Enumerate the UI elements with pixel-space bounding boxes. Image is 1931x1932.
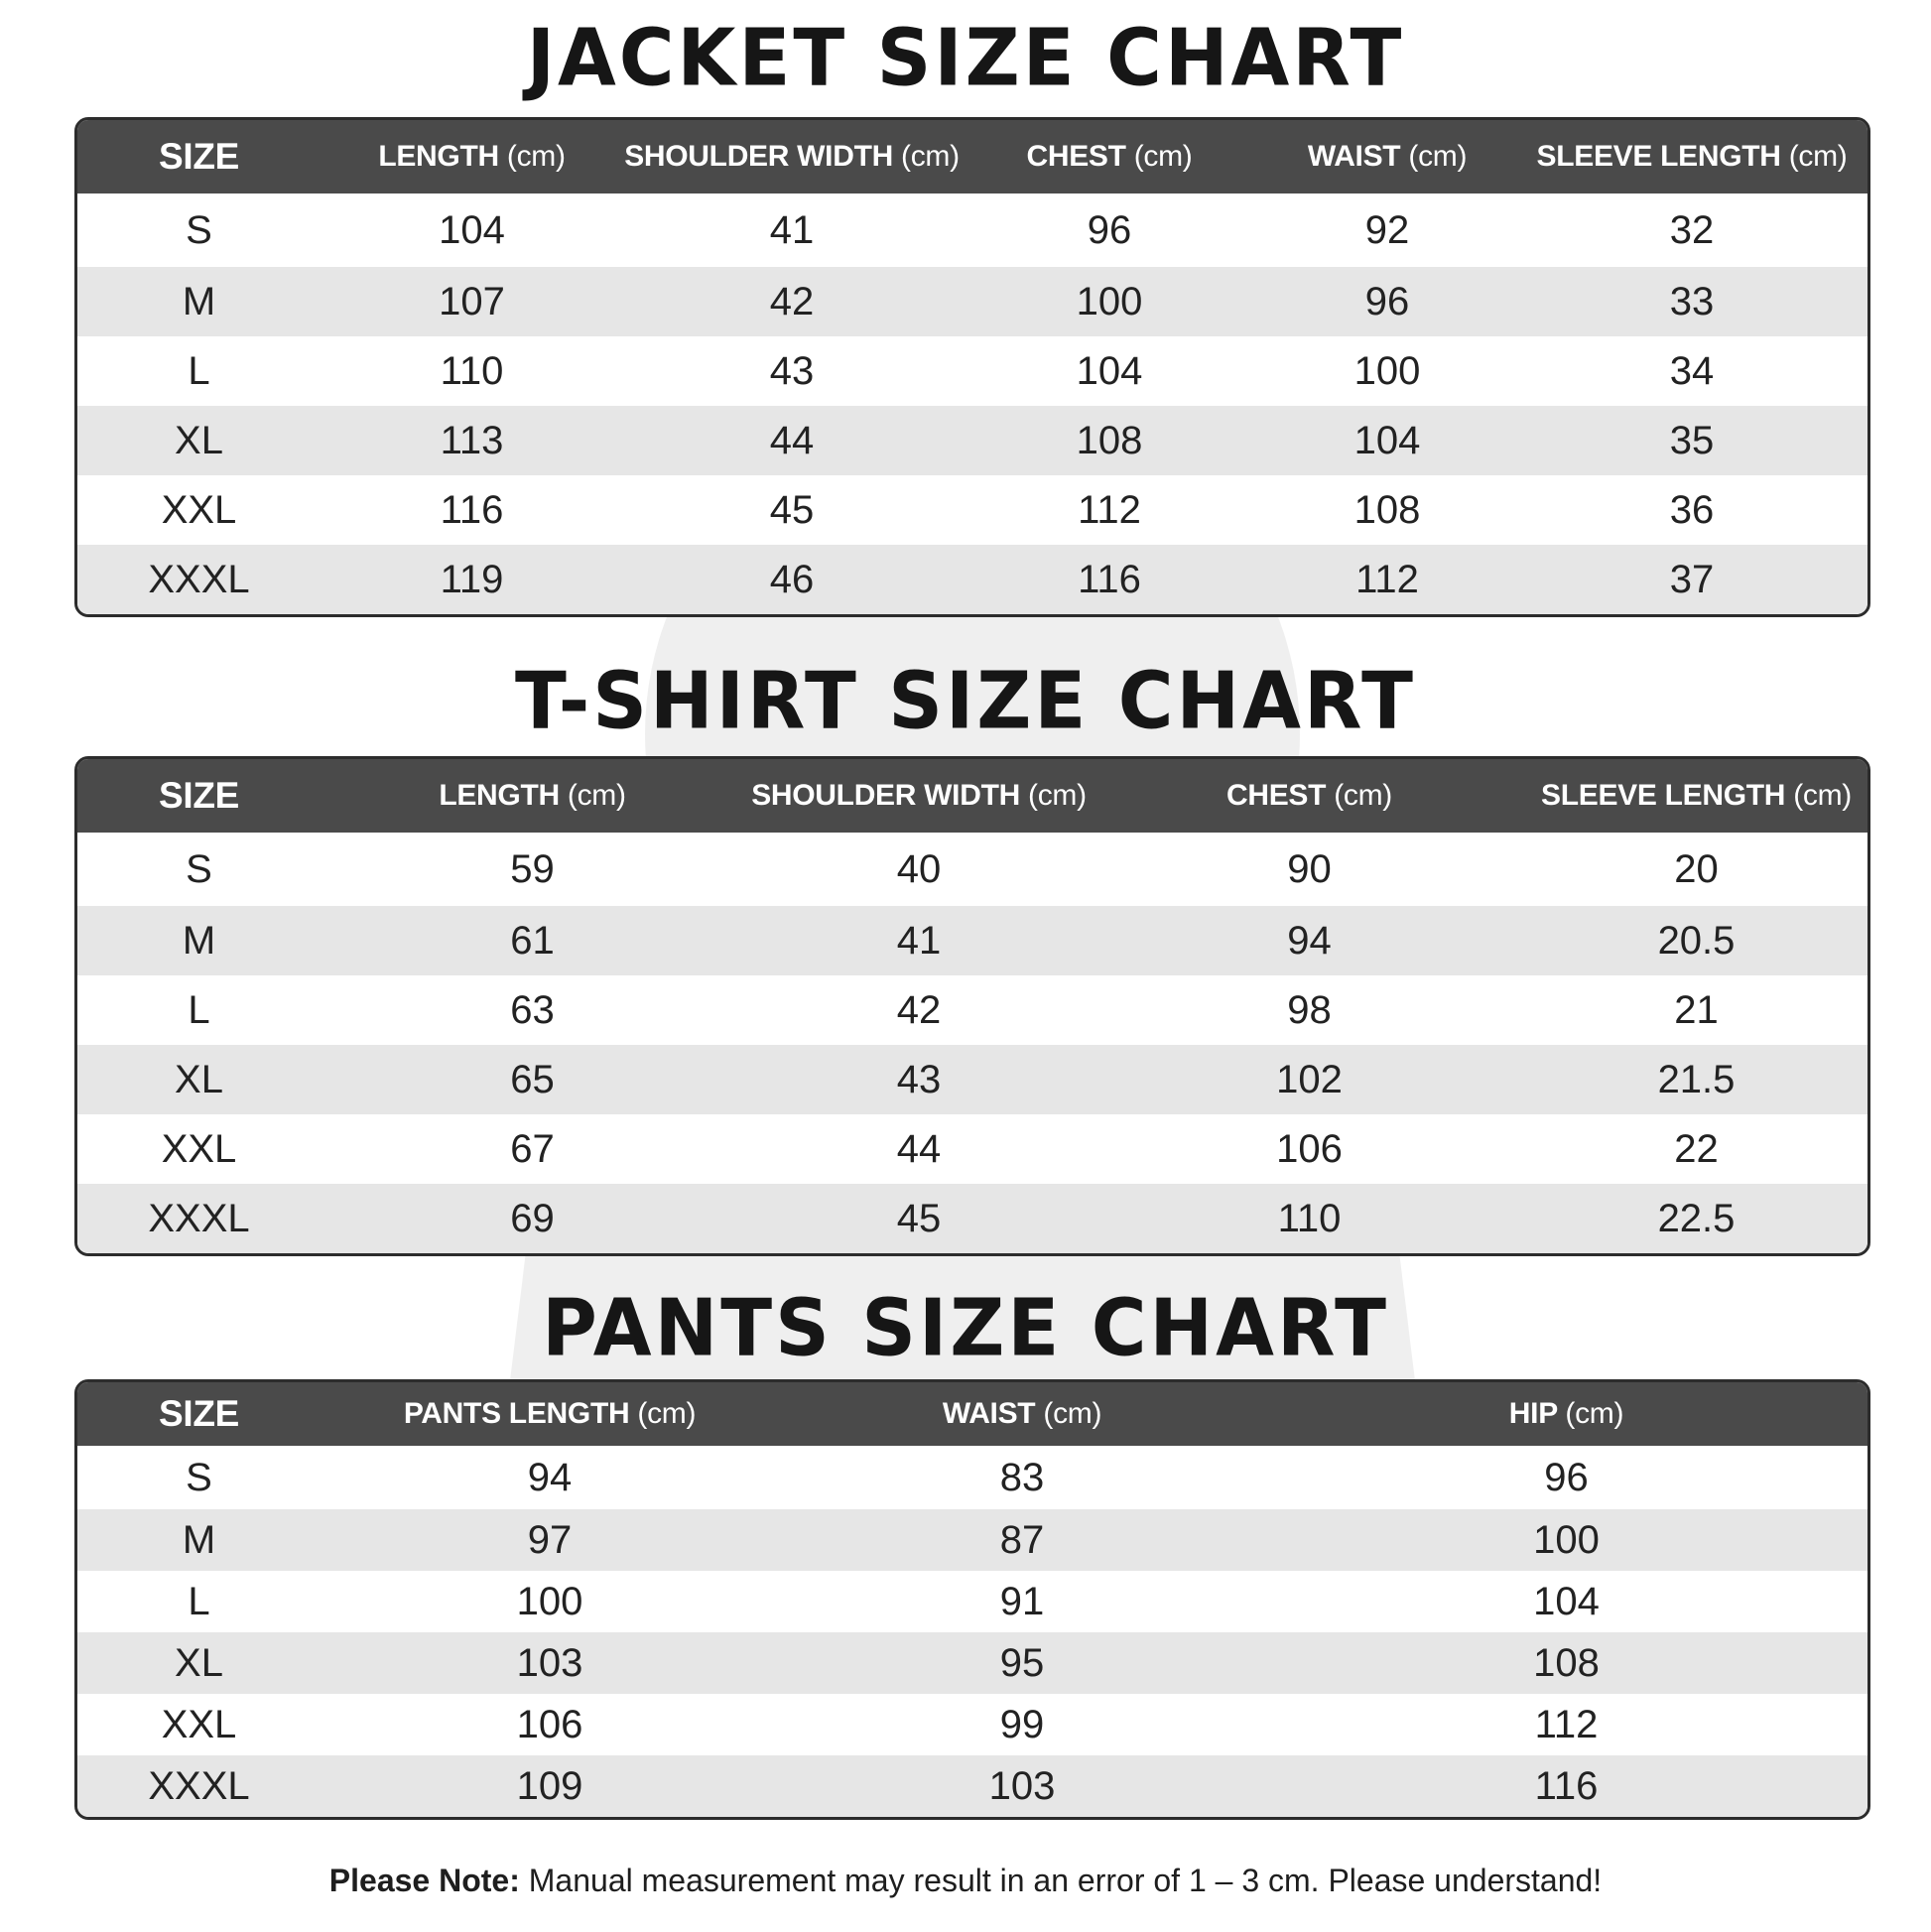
value-cell: 112	[1078, 487, 1141, 532]
size-cell: XXXL	[148, 557, 250, 601]
column-header-label: SLEEVE LENGTH	[1541, 779, 1786, 812]
table-row	[77, 1755, 1867, 1817]
value-cell: 37	[1669, 557, 1715, 601]
size-cell: XL	[175, 1057, 223, 1101]
value-cell: 100	[1353, 348, 1421, 393]
value-cell: 43	[896, 1057, 942, 1101]
table-row	[77, 1571, 1867, 1632]
table-row	[77, 1632, 1867, 1694]
header-row	[77, 759, 1867, 833]
value-cell: 116	[440, 487, 504, 532]
header-row	[77, 1382, 1867, 1446]
size-cell: S	[186, 207, 212, 252]
value-cell: 108	[1076, 418, 1143, 462]
size-cell: M	[182, 1517, 216, 1562]
value-cell: 45	[896, 1196, 942, 1240]
table-row	[77, 1446, 1867, 1509]
value-cell: 108	[1353, 487, 1421, 532]
column-header	[961, 140, 1258, 174]
table-row	[77, 833, 1867, 906]
column-header-label: SIZE	[158, 1393, 240, 1434]
value-cell: 44	[769, 418, 815, 462]
value-cell: 43	[769, 348, 815, 393]
column-header	[1525, 779, 1867, 813]
column-header-unit: (cm)	[1408, 140, 1468, 173]
value-cell: 32	[1669, 207, 1715, 252]
table-row	[77, 906, 1867, 975]
table-row	[77, 193, 1867, 267]
column-header	[321, 140, 623, 174]
value-cell: 92	[1364, 207, 1410, 252]
value-cell: 104	[439, 207, 505, 252]
size-cell: XXL	[161, 1126, 237, 1171]
size-cell: XL	[175, 1640, 223, 1685]
table-row	[77, 545, 1867, 614]
jacket-size-table	[74, 117, 1870, 617]
column-header-label: WAIST	[942, 1397, 1036, 1430]
size-cell: XXXL	[148, 1196, 250, 1240]
column-header	[1258, 140, 1516, 174]
column-header	[1516, 140, 1867, 174]
size-cell: XXXL	[148, 1763, 250, 1808]
value-cell: 104	[1076, 348, 1143, 393]
value-cell: 96	[1364, 279, 1410, 323]
size-cell: XXL	[161, 487, 237, 532]
value-cell: 103	[988, 1763, 1056, 1808]
value-cell: 44	[896, 1126, 942, 1171]
column-header-unit: (cm)	[1028, 779, 1087, 812]
value-cell: 97	[527, 1517, 573, 1562]
value-cell: 91	[999, 1579, 1045, 1623]
value-cell: 46	[769, 557, 815, 601]
value-cell: 65	[510, 1057, 555, 1101]
value-cell: 59	[510, 846, 555, 891]
value-cell: 106	[516, 1702, 583, 1746]
column-header	[623, 140, 961, 174]
column-header-label: SIZE	[158, 136, 240, 177]
table-row	[77, 1045, 1867, 1114]
column-header	[1094, 779, 1525, 813]
value-cell: 83	[999, 1455, 1045, 1499]
column-header-label: CHEST	[1026, 140, 1126, 173]
value-cell: 100	[1076, 279, 1143, 323]
value-cell: 100	[516, 1579, 583, 1623]
value-cell: 109	[516, 1763, 583, 1808]
size-cell: L	[188, 987, 210, 1032]
value-cell: 45	[769, 487, 815, 532]
column-header-unit: (cm)	[901, 140, 960, 173]
value-cell: 112	[1534, 1702, 1599, 1746]
value-cell: 41	[769, 207, 815, 252]
header-row	[77, 120, 1867, 193]
column-header-unit: (cm)	[1788, 140, 1848, 173]
jacket-chart-title: JACKET SIZE CHART	[526, 10, 1405, 104]
tshirt-chart-title: T-SHIRT SIZE CHART	[515, 653, 1416, 747]
value-cell: 34	[1669, 348, 1715, 393]
note-label: Please Note:	[328, 1863, 520, 1898]
value-cell: 113	[440, 418, 504, 462]
value-cell: 21	[1674, 987, 1719, 1032]
value-cell: 98	[1287, 987, 1332, 1032]
value-cell: 20	[1674, 846, 1719, 891]
value-cell: 20.5	[1657, 918, 1736, 963]
value-cell: 112	[1355, 557, 1419, 601]
table-row	[77, 975, 1867, 1045]
value-cell: 119	[440, 557, 504, 601]
note-text: Manual measurement may result in an error of 1 – 3 cm. Please understand!	[528, 1863, 1603, 1898]
pants-size-table	[74, 1379, 1870, 1820]
column-header	[744, 779, 1094, 813]
value-cell: 90	[1287, 846, 1332, 891]
table-row	[77, 475, 1867, 545]
size-cell: L	[188, 348, 210, 393]
column-header-label: LENGTH	[439, 779, 560, 812]
column-header-unit: (cm)	[506, 140, 566, 173]
value-cell: 100	[1533, 1517, 1600, 1562]
column-header	[321, 1397, 779, 1431]
table-row	[77, 267, 1867, 336]
column-header-unit: (cm)	[637, 1397, 697, 1430]
column-header-unit: (cm)	[1133, 140, 1193, 173]
column-header-label: PANTS LENGTH	[403, 1397, 630, 1430]
measurement-note	[0, 1863, 1931, 1899]
column-header-unit: (cm)	[1334, 779, 1392, 812]
value-cell: 41	[896, 918, 942, 963]
column-header-label: LENGTH	[378, 140, 499, 173]
column-header	[77, 136, 321, 178]
value-cell: 107	[439, 279, 505, 323]
column-header-unit: (cm)	[1793, 779, 1852, 812]
value-cell: 95	[999, 1640, 1045, 1685]
value-cell: 94	[527, 1455, 573, 1499]
column-header-label: SLEEVE LENGTH	[1536, 140, 1781, 173]
column-header-label: HIP	[1508, 1397, 1558, 1430]
column-header-label: CHEST	[1225, 779, 1327, 812]
value-cell: 36	[1669, 487, 1715, 532]
column-header	[321, 779, 744, 813]
size-cell: XL	[175, 418, 223, 462]
value-cell: 116	[1078, 557, 1141, 601]
value-cell: 116	[1534, 1763, 1599, 1808]
value-cell: 96	[1087, 207, 1132, 252]
size-cell: M	[182, 279, 216, 323]
value-cell: 102	[1276, 1057, 1343, 1101]
value-cell: 94	[1287, 918, 1332, 963]
value-cell: 63	[510, 987, 555, 1032]
value-cell: 42	[769, 279, 815, 323]
value-cell: 61	[510, 918, 555, 963]
value-cell: 21.5	[1657, 1057, 1736, 1101]
table-row	[77, 406, 1867, 475]
size-cell: L	[188, 1579, 210, 1623]
value-cell: 33	[1669, 279, 1715, 323]
value-cell: 110	[440, 348, 504, 393]
value-cell: 104	[1353, 418, 1421, 462]
table-row	[77, 1509, 1867, 1571]
value-cell: 35	[1669, 418, 1715, 462]
table-row	[77, 1694, 1867, 1755]
column-header	[77, 1393, 321, 1435]
value-cell: 67	[510, 1126, 555, 1171]
size-cell: S	[186, 1455, 212, 1499]
size-cell: M	[182, 918, 216, 963]
column-header-label: WAIST	[1307, 140, 1401, 173]
size-cell: S	[186, 846, 212, 891]
value-cell: 99	[999, 1702, 1045, 1746]
column-header-label: SHOULDER WIDTH	[624, 140, 893, 173]
value-cell: 22.5	[1657, 1196, 1736, 1240]
value-cell: 87	[999, 1517, 1045, 1562]
value-cell: 42	[896, 987, 942, 1032]
table-row	[77, 336, 1867, 406]
value-cell: 96	[1544, 1455, 1589, 1499]
table-row	[77, 1114, 1867, 1184]
column-header-unit: (cm)	[1043, 1397, 1102, 1430]
value-cell: 110	[1277, 1196, 1342, 1240]
value-cell: 40	[896, 846, 942, 891]
value-cell: 106	[1276, 1126, 1343, 1171]
value-cell: 108	[1533, 1640, 1600, 1685]
column-header-unit: (cm)	[1565, 1397, 1624, 1430]
size-cell: XXL	[161, 1702, 237, 1746]
value-cell: 22	[1674, 1126, 1719, 1171]
column-header	[779, 1397, 1265, 1431]
column-header	[1265, 1397, 1867, 1431]
column-header	[77, 775, 321, 817]
value-cell: 69	[510, 1196, 555, 1240]
tshirt-size-table	[74, 756, 1870, 1256]
value-cell: 103	[516, 1640, 583, 1685]
pants-chart-title: PANTS SIZE CHART	[542, 1280, 1389, 1374]
table-row	[77, 1184, 1867, 1253]
column-header-label: SIZE	[158, 775, 240, 816]
column-header-unit: (cm)	[567, 779, 626, 812]
column-header-label: SHOULDER WIDTH	[751, 779, 1020, 812]
value-cell: 104	[1533, 1579, 1600, 1623]
